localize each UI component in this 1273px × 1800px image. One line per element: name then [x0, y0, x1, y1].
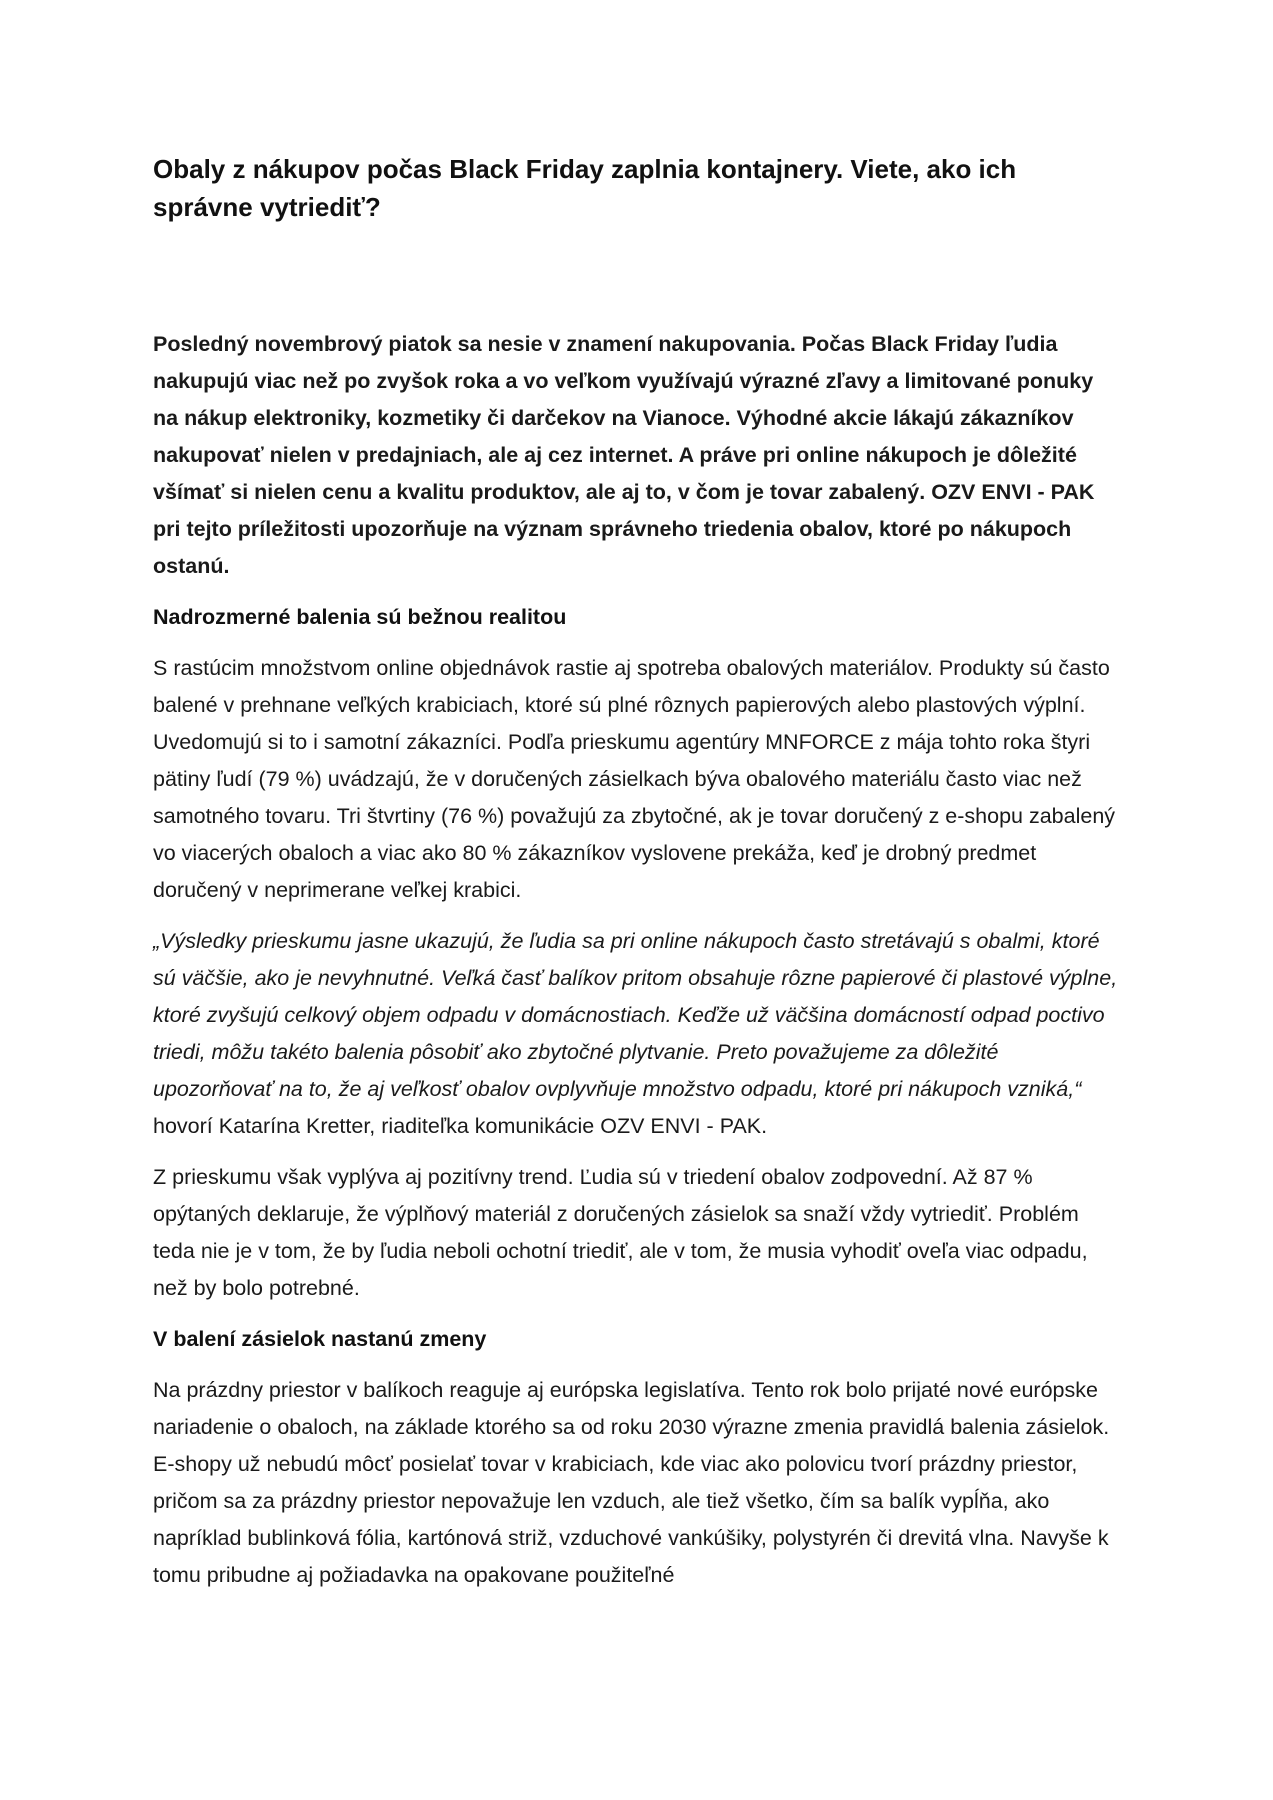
- section-heading-packaging-changes: V balení zásielok nastanú zmeny: [153, 1327, 487, 1351]
- quote-text: „Výsledky prieskumu jasne ukazujú, že ľudia sa pri online nákupoch často stretávajú s obalmi, ktoré sú väčšie, ako je nevyhnutné. Veľká časť balíkov pritom obsahuje rôzne papierové či plastové výplne, ktoré zvyšujú celkový objem odpadu v domácnostiach. Keďže už väčšina domácností odpad poctivo triedi, môžu takéto balenia pôsobiť ako zbytočné plytvanie. Preto považujeme za dôležité upozorňovať na to, že aj veľkosť obalov ovplyvňuje množstvo odpadu, ktoré pri nákupoch vzniká,“: [153, 929, 1118, 1101]
- paragraph-survey: S rastúcim množstvom online objednávok rastie aj spotreba obalových materiálov. Produkty sú často balené v prehnane veľkých krabiciach, ktoré sú plné rôznych papierových alebo plastových výplní. Uvedomujú si to i samotní zákazníci. Podľa prieskumu agentúry MNFORCE z mája tohto roka štyri pätiny ľudí (79 %) uvádzajú, že v doručených zásielkach býva obalového materiálu často viac než samotného tovaru. Tri štvrtiny (76 %) považujú za zbytočné, ak je tovar doručený z e-shopu zabalený vo viacerých obaloch a viac ako 80 % zákazníkov vyslovene prekáža, keď je drobný predmet doručený v neprimerane veľkej krabici.: [153, 656, 1116, 902]
- paragraph-positive-trend: Z prieskumu však vyplýva aj pozitívny trend. Ľudia sú v triedení obalov zodpovední. Až 87 % opýtaných deklaruje, že výplňový materiál z doručených zásielok sa snaží vždy vytriediť. Problém teda nie je v tom, že by ľudia neboli ochotní triediť, ale v tom, že musia vyhodiť oveľa viac odpadu, než by bolo potrebné.: [153, 1165, 1088, 1300]
- paragraph-quote: [153, 923, 1123, 1145]
- article-lead: Posledný novembrový piatok sa nesie v znamení nakupovania. Počas Black Friday ľudia nakupujú viac než po zvyšok roka a vo veľkom využívajú výrazné zľavy a limitované ponuky na nákup elektroniky, kozmetiky či darčekov na Vianoce. Výhodné akcie lákajú zákazníkov nakupovať nielen v predajniach, ale aj cez internet. A práve pri online nákupoch je dôležité všímať si nielen cenu a kvalitu produktov, ale aj to, v čom je tovar zabalený. OZV ENVI - PAK pri tejto príležitosti upozorňuje na význam správneho triedenia obalov, ktoré po nákupoch ostanú.: [153, 332, 1095, 578]
- article-title: Obaly z nákupov počas Black Friday zaplnia kontajnery. Viete, ako ich správne vytriediť?: [153, 154, 1017, 222]
- paragraph-legislation: Na prázdny priestor v balíkoch reaguje aj európska legislatíva. Tento rok bolo prijaté nové európske nariadenie o obaloch, na základe ktorého sa od roku 2030 výrazne zmenia pravidlá balenia zásielok. E-shopy už nebudú môcť posielať tovar v krabiciach, kde viac ako polovicu tvorí prázdny priestor, pričom sa za prázdny priestor nepovažuje len vzduch, ale tiež všetko, čím sa balík vypĺňa, ako napríklad bublinková fólia, kartónová striž, vzduchové vankúšiky, polystyrén či drevitá vlna. Navyše k tomu pribudne aj požiadavka na opakovane použiteľné: [153, 1378, 1110, 1587]
- quote-attribution: hovorí Katarína Kretter, riaditeľka komunikácie OZV ENVI - PAK.: [153, 1114, 768, 1138]
- section-heading-oversized-packaging: Nadrozmerné balenia sú bežnou realitou: [153, 605, 567, 629]
- article-body: [153, 150, 1123, 1608]
